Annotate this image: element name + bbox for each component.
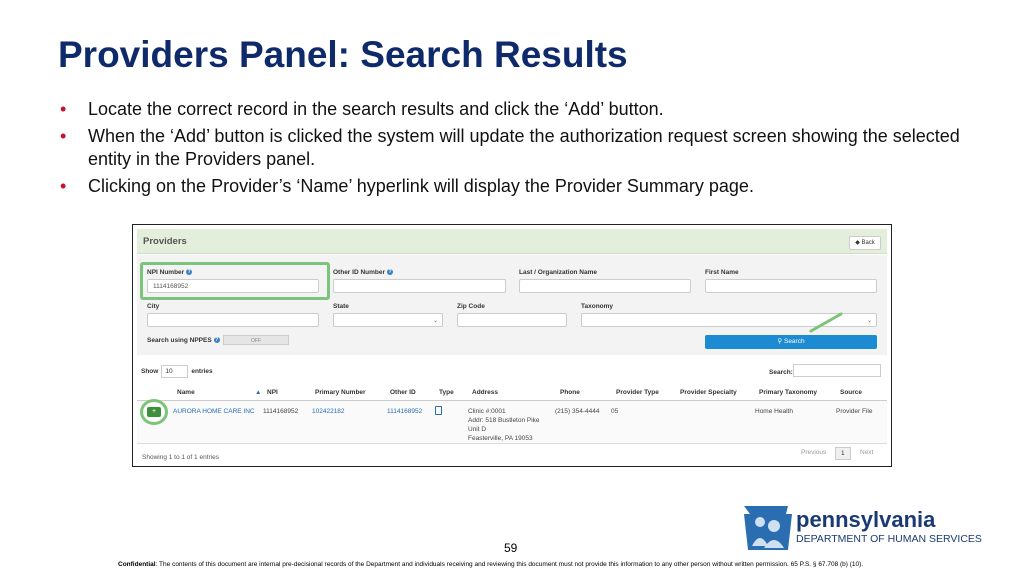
add-button-highlight — [140, 399, 168, 425]
column-header[interactable]: NPI — [267, 389, 278, 396]
phone-cell: (215) 354-4444 — [555, 408, 600, 415]
last-name-input[interactable] — [519, 279, 691, 293]
length-control: Show 10 entries — [141, 365, 213, 378]
bullet-dot-icon: • — [60, 126, 67, 146]
npi-highlight — [140, 262, 330, 300]
other-id-input[interactable] — [333, 279, 506, 293]
zip-label: Zip Code — [457, 303, 485, 310]
first-name-input[interactable] — [705, 279, 877, 293]
taxonomy-label: Taxonomy — [581, 303, 614, 310]
annotation-arrow-icon — [809, 311, 845, 333]
source-cell: Provider File — [836, 408, 873, 415]
back-arrow-icon: ◆ — [855, 240, 862, 246]
bullet-dot-icon: • — [60, 176, 67, 196]
confidential-notice: Confidential: The contents of this document are internal pre-decisional records of the Department and individuals receiving and reviewing this document must not provide this information to any other person without written permission. 65 P.S. § 67.708 (b) (10). — [118, 561, 864, 568]
column-header[interactable]: Other ID — [390, 389, 416, 396]
provider-name-link[interactable]: AURORA HOME CARE INC — [173, 408, 255, 415]
nppes-label: Search using NPPES ? — [147, 337, 219, 344]
clinic-type-icon — [435, 406, 442, 415]
state-select[interactable] — [333, 313, 443, 327]
npi-cell: 1114168952 — [263, 408, 299, 415]
providers-panel — [137, 229, 887, 462]
back-button[interactable]: ◆ Back — [849, 236, 881, 250]
address-cell: Clinic #:0001 Addr: 518 Bustleton Pike Unit D Feasterville, PA 19053 — [468, 408, 540, 442]
next-page-button[interactable]: Next — [860, 449, 874, 456]
column-header[interactable]: Provider Type — [616, 389, 659, 396]
city-input[interactable] — [147, 313, 319, 327]
search-button[interactable]: ⚲ Search — [705, 335, 877, 349]
pa-logo-name: pennsylvania — [796, 507, 936, 532]
column-header[interactable]: Primary Number — [315, 389, 366, 396]
first-name-label: First Name — [705, 269, 739, 276]
column-header[interactable]: Type — [439, 389, 454, 396]
add-button[interactable]: + — [147, 407, 161, 417]
slide-title: Providers Panel: Search Results — [58, 34, 628, 75]
table-search-input[interactable] — [793, 364, 881, 377]
npi-label: NPI Number ? — [147, 269, 191, 276]
chevron-down-icon: ⌄ — [866, 318, 872, 324]
bullet-item: • Locate the correct record in the search results and click the ‘Add’ button. — [60, 99, 664, 119]
page-number: 59 — [504, 541, 518, 555]
column-header[interactable]: Provider Specialty — [680, 389, 737, 396]
current-page-button[interactable]: 1 — [835, 447, 851, 460]
chevron-down-icon: ⌄ — [432, 318, 438, 324]
providers-screenshot — [132, 224, 892, 467]
table-search-label: Search: — [769, 369, 793, 376]
other-id-label: Other ID Number ? — [333, 269, 392, 276]
column-header[interactable]: Phone — [560, 389, 580, 396]
bullet-dot-icon: • — [60, 99, 67, 119]
table-header — [137, 385, 887, 401]
nppes-toggle[interactable]: OFF — [223, 335, 289, 345]
provider-type-cell: 05 — [611, 408, 619, 415]
bullet-item: • When the ‘Add’ button is clicked the system will update the authorization request screen showing the selected entity in the Providers panel. — [60, 126, 960, 169]
column-header[interactable]: Name — [177, 389, 195, 396]
panel-header — [137, 229, 887, 254]
table-info: Showing 1 to 1 of 1 entries — [142, 454, 219, 461]
bullet-item: • Clicking on the Provider’s ‘Name’ hyperlink will display the Provider Summary page. — [60, 176, 754, 196]
last-name-label: Last / Organization Name — [519, 269, 598, 276]
other-id-link[interactable]: 1114168952 — [387, 408, 423, 415]
table-row — [137, 401, 887, 444]
panel-title: Providers — [143, 236, 187, 247]
column-header[interactable]: Address — [472, 389, 499, 396]
city-label: City — [147, 303, 160, 310]
primary-taxonomy-cell: Home Health — [755, 408, 793, 415]
previous-page-button[interactable]: Previous — [801, 449, 827, 456]
primary-number-link[interactable]: 102422182 — [312, 408, 345, 415]
info-icon: ? — [388, 269, 392, 276]
info-icon: ? — [215, 337, 219, 344]
entries-select[interactable]: 10 — [161, 365, 188, 378]
npi-input[interactable]: 1114168952 — [147, 279, 319, 293]
column-header[interactable]: Primary Taxonomy — [759, 389, 818, 396]
state-label: State — [333, 303, 349, 310]
sort-asc-icon: ▲ — [255, 389, 262, 396]
zip-input[interactable] — [457, 313, 567, 327]
pa-logo-department: DEPARTMENT OF HUMAN SERVICES — [796, 533, 982, 545]
column-header[interactable]: Source — [840, 389, 863, 396]
search-icon: ⚲ — [777, 338, 784, 345]
bullet-list — [60, 98, 980, 202]
info-icon: ? — [187, 269, 191, 276]
